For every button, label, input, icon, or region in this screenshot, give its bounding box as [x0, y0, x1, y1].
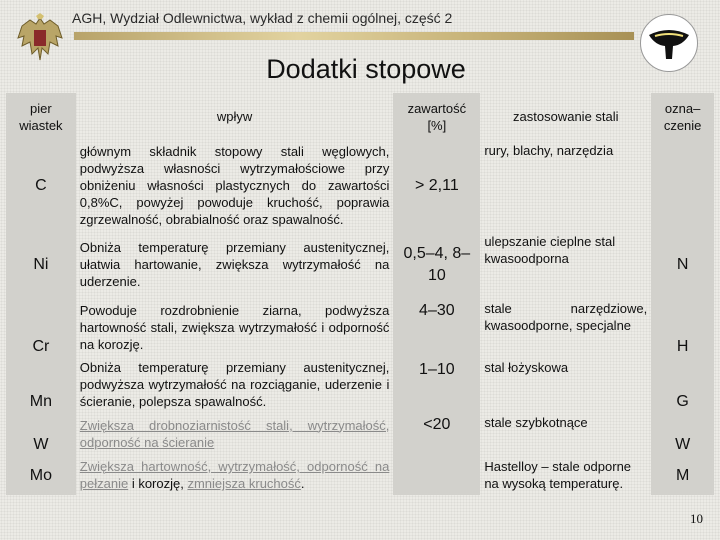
element-effect: Obniża temperaturę przemiany austenitycznej, ułatwia hartowanie, zwiększa wytrzymałość na uderzenie.	[79, 240, 390, 289]
element-marking	[651, 140, 714, 231]
element-effect	[76, 455, 394, 495]
element-marking: H	[651, 298, 714, 357]
header-decorative-bar	[74, 32, 634, 40]
table-row	[6, 455, 714, 495]
table-header-row	[6, 93, 714, 140]
header-application: zastosowanie stali	[513, 109, 619, 124]
element-application: stal łożyskowa	[484, 360, 569, 375]
table-row	[6, 298, 714, 357]
element-marking: W	[651, 412, 714, 455]
element-marking: G	[651, 357, 714, 412]
element-application: stale szybkotnące	[484, 415, 588, 430]
alloying-elements-table	[6, 93, 714, 495]
element-content: 1–10	[393, 357, 480, 412]
table-row	[6, 231, 714, 298]
element-effect: Powoduje rozdrobnienie ziarna, podwyższa hartowność stali, zwiększa wytrzymałość i odporność na korozję.	[79, 303, 390, 352]
element-symbol: Mo	[6, 455, 76, 495]
table-row	[6, 412, 714, 455]
element-effect: głównym składnik stopowy stali węglowych, podwyższa własności wytrzymałościowe przy obniżeniu własności plastycznych do zawartości 0,8%C, powyżej powoduje kruchość, poprawia zgrzewalność, obrabialność oraz spawalność.	[79, 144, 390, 227]
table-row	[6, 357, 714, 412]
element-content: 0,5–4, 8–10	[393, 231, 480, 298]
element-application: Hastelloy – stale odporne na wysoką temperaturę.	[484, 459, 632, 491]
slide-title: Dodatki stopowe	[266, 54, 466, 84]
element-content: > 2,11	[393, 140, 480, 231]
element-symbol: Mn	[6, 357, 76, 412]
page-number: 10	[690, 511, 703, 526]
element-application: stale narzędziowe, kwasoodporne, specjalne	[484, 301, 648, 333]
element-symbol: W	[6, 412, 76, 455]
element-content: <20	[393, 412, 480, 455]
effect-hyperlink[interactable]: zmniejsza kruchość	[187, 476, 301, 491]
effect-hyperlink[interactable]: Zwiększa hartowność, wytrzymałość, odporność na pełzanie	[79, 459, 390, 491]
element-application: rury, blachy, narzędzia	[484, 143, 614, 158]
header-effect: wpływ	[216, 109, 253, 124]
element-symbol: C	[6, 140, 76, 231]
element-content	[393, 455, 480, 495]
effect-text: .	[300, 476, 305, 491]
element-marking: M	[651, 455, 714, 495]
table-row	[6, 140, 714, 231]
element-content: 4–30	[393, 298, 480, 357]
element-application: ulepszanie cieplne stal kwasoodporna	[484, 234, 616, 266]
element-effect: Zwiększa drobnoziarnistość stali, wytrzymałość, odporność na ścieranie	[79, 417, 390, 450]
element-marking: N	[651, 231, 714, 298]
header-element: pier wiastek	[6, 93, 76, 140]
header-content: zawartość [%]	[393, 93, 480, 140]
element-symbol: Ni	[6, 231, 76, 298]
header-marking: ozna–czenie	[651, 93, 714, 140]
element-effect: Obniża temperaturę przemiany austenitycznej, podwyższa wytrzymałość na rozciąganie, uderzenie i ścieranie, polepsza spawalność.	[79, 360, 390, 409]
element-symbol: Cr	[6, 298, 76, 357]
lecture-header: AGH, Wydział Odlewnictwa, wykład z chemii ogólnej, część 2	[72, 10, 453, 26]
effect-text: i korozję,	[128, 476, 188, 491]
